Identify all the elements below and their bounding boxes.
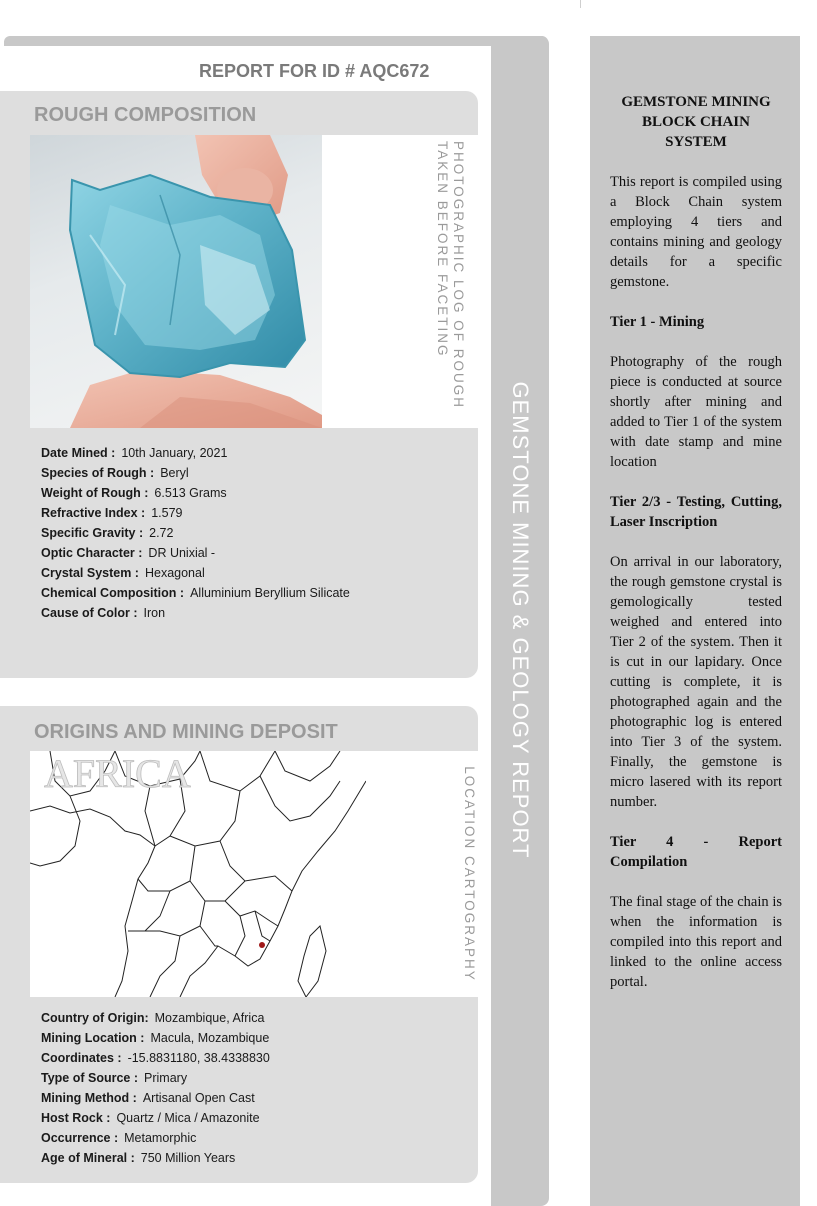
tier1-heading: Tier 1 - Mining bbox=[610, 314, 705, 330]
detail-label: Species of Rough : bbox=[41, 466, 155, 480]
detail-row bbox=[41, 563, 350, 583]
top-divider bbox=[580, 0, 581, 8]
detail-value: Hexagonal bbox=[144, 566, 205, 580]
sidebar-intro: This report is compiled using a Block Chain system employing 4 tiers and contains mining and geology details for a specific gemstone. bbox=[610, 174, 782, 290]
detail-row bbox=[41, 483, 350, 503]
detail-value: Artisanal Open Cast bbox=[142, 1091, 255, 1105]
detail-row bbox=[41, 1028, 270, 1048]
detail-row bbox=[41, 603, 350, 623]
detail-value: Metamorphic bbox=[124, 1131, 197, 1145]
tier23-heading: Tier 2/3 - Testing, Cutting, Laser Inscription bbox=[610, 494, 782, 530]
rough-details bbox=[41, 443, 350, 623]
detail-label: Occurrence : bbox=[41, 1131, 119, 1145]
report-frame-top bbox=[4, 36, 548, 46]
detail-row bbox=[41, 583, 350, 603]
sidebar-content bbox=[610, 92, 782, 1012]
detail-value: 750 Million Years bbox=[140, 1151, 236, 1165]
detail-row bbox=[41, 1048, 270, 1068]
detail-label: Weight of Rough : bbox=[41, 486, 149, 500]
detail-value: 1.579 bbox=[151, 506, 183, 520]
sidebar-title: GEMSTONE MINING BLOCK CHAIN SYSTEM bbox=[621, 94, 771, 150]
tier1-body: Photography of the rough piece is conducted at source shortly after mining and added to Tier 1 of the system with date stamp and mine location bbox=[610, 354, 782, 470]
africa-map bbox=[30, 751, 366, 997]
detail-value: 10th January, 2021 bbox=[121, 446, 228, 460]
detail-value: DR Unixial - bbox=[148, 546, 216, 560]
detail-row bbox=[41, 503, 350, 523]
detail-label: Date Mined : bbox=[41, 446, 116, 460]
detail-label: Chemical Composition : bbox=[41, 586, 185, 600]
detail-value: Beryl bbox=[160, 466, 189, 480]
detail-value: Quartz / Mica / Amazonite bbox=[116, 1111, 260, 1125]
detail-row bbox=[41, 1088, 270, 1108]
detail-value: Primary bbox=[144, 1071, 188, 1085]
report-id: REPORT FOR ID # AQC672 bbox=[199, 61, 430, 81]
detail-row bbox=[41, 443, 350, 463]
rough-gem-illustration bbox=[30, 135, 322, 428]
detail-value: 6.513 Grams bbox=[154, 486, 227, 500]
origin-details bbox=[41, 1008, 270, 1168]
detail-label: Type of Source : bbox=[41, 1071, 139, 1085]
detail-row bbox=[41, 1128, 270, 1148]
detail-label: Cause of Color : bbox=[41, 606, 138, 620]
detail-row bbox=[41, 1068, 270, 1088]
map-marker-dot bbox=[259, 942, 265, 948]
blockchain-sidebar bbox=[590, 36, 800, 1206]
detail-label: Refractive Index : bbox=[41, 506, 146, 520]
detail-label: Crystal System : bbox=[41, 566, 139, 580]
detail-value: Iron bbox=[143, 606, 166, 620]
photo-caption bbox=[434, 141, 466, 409]
detail-label: Country of Origin: bbox=[41, 1011, 149, 1025]
tier23-body: On arrival in our laboratory, the rough gemstone crystal is gemologically tested weighed and entered into Tier 2 of the system. Then it is cut in our lapidary. Once cutting is complete, it is photographed again and the photographic log is entered into Tier 3 of the system. Finally, the gemstone is micro lasered with its report number. bbox=[610, 554, 782, 810]
detail-row bbox=[41, 523, 350, 543]
photo-caption-line-2: TAKEN BEFORE FACETING bbox=[435, 140, 450, 358]
location-map-frame bbox=[30, 751, 478, 997]
detail-label: Specific Gravity : bbox=[41, 526, 144, 540]
rough-photo-frame bbox=[30, 135, 478, 428]
map-africa-label: AFRICA bbox=[44, 751, 191, 796]
detail-label: Host Rock : bbox=[41, 1111, 111, 1125]
rough-photo bbox=[30, 135, 322, 428]
detail-row bbox=[41, 543, 350, 563]
detail-row bbox=[41, 1148, 270, 1168]
detail-value: Mozambique, Africa bbox=[154, 1011, 265, 1025]
tier4-body: The final stage of the chain is when the information is compiled into this report and linked to the online access portal. bbox=[610, 894, 782, 990]
tier4-heading: Tier 4 - Report Compilation bbox=[610, 834, 782, 870]
detail-label: Age of Mineral : bbox=[41, 1151, 135, 1165]
detail-label: Mining Location : bbox=[41, 1031, 145, 1045]
detail-row bbox=[41, 463, 350, 483]
map-caption: LOCATION CARTOGRAPHY bbox=[462, 766, 477, 982]
detail-row bbox=[41, 1108, 270, 1128]
spine-label: GEMSTONE MINING & GEOLOGY REPORT bbox=[508, 381, 533, 859]
detail-label: Mining Method : bbox=[41, 1091, 137, 1105]
detail-row bbox=[41, 1008, 270, 1028]
rough-title: ROUGH COMPOSITION bbox=[34, 104, 257, 126]
detail-value: -15.8831180, 38.4338830 bbox=[127, 1051, 270, 1065]
detail-label: Optic Character : bbox=[41, 546, 143, 560]
origins-title: ORIGINS AND MINING DEPOSIT bbox=[34, 721, 338, 743]
detail-label: Coordinates : bbox=[41, 1051, 122, 1065]
detail-value: Alluminium Beryllium Silicate bbox=[190, 586, 350, 600]
detail-value: Macula, Mozambique bbox=[150, 1031, 270, 1045]
photo-caption-line-1: PHOTOGRAPHIC LOG OF ROUGH bbox=[451, 140, 466, 410]
detail-value: 2.72 bbox=[149, 526, 174, 540]
